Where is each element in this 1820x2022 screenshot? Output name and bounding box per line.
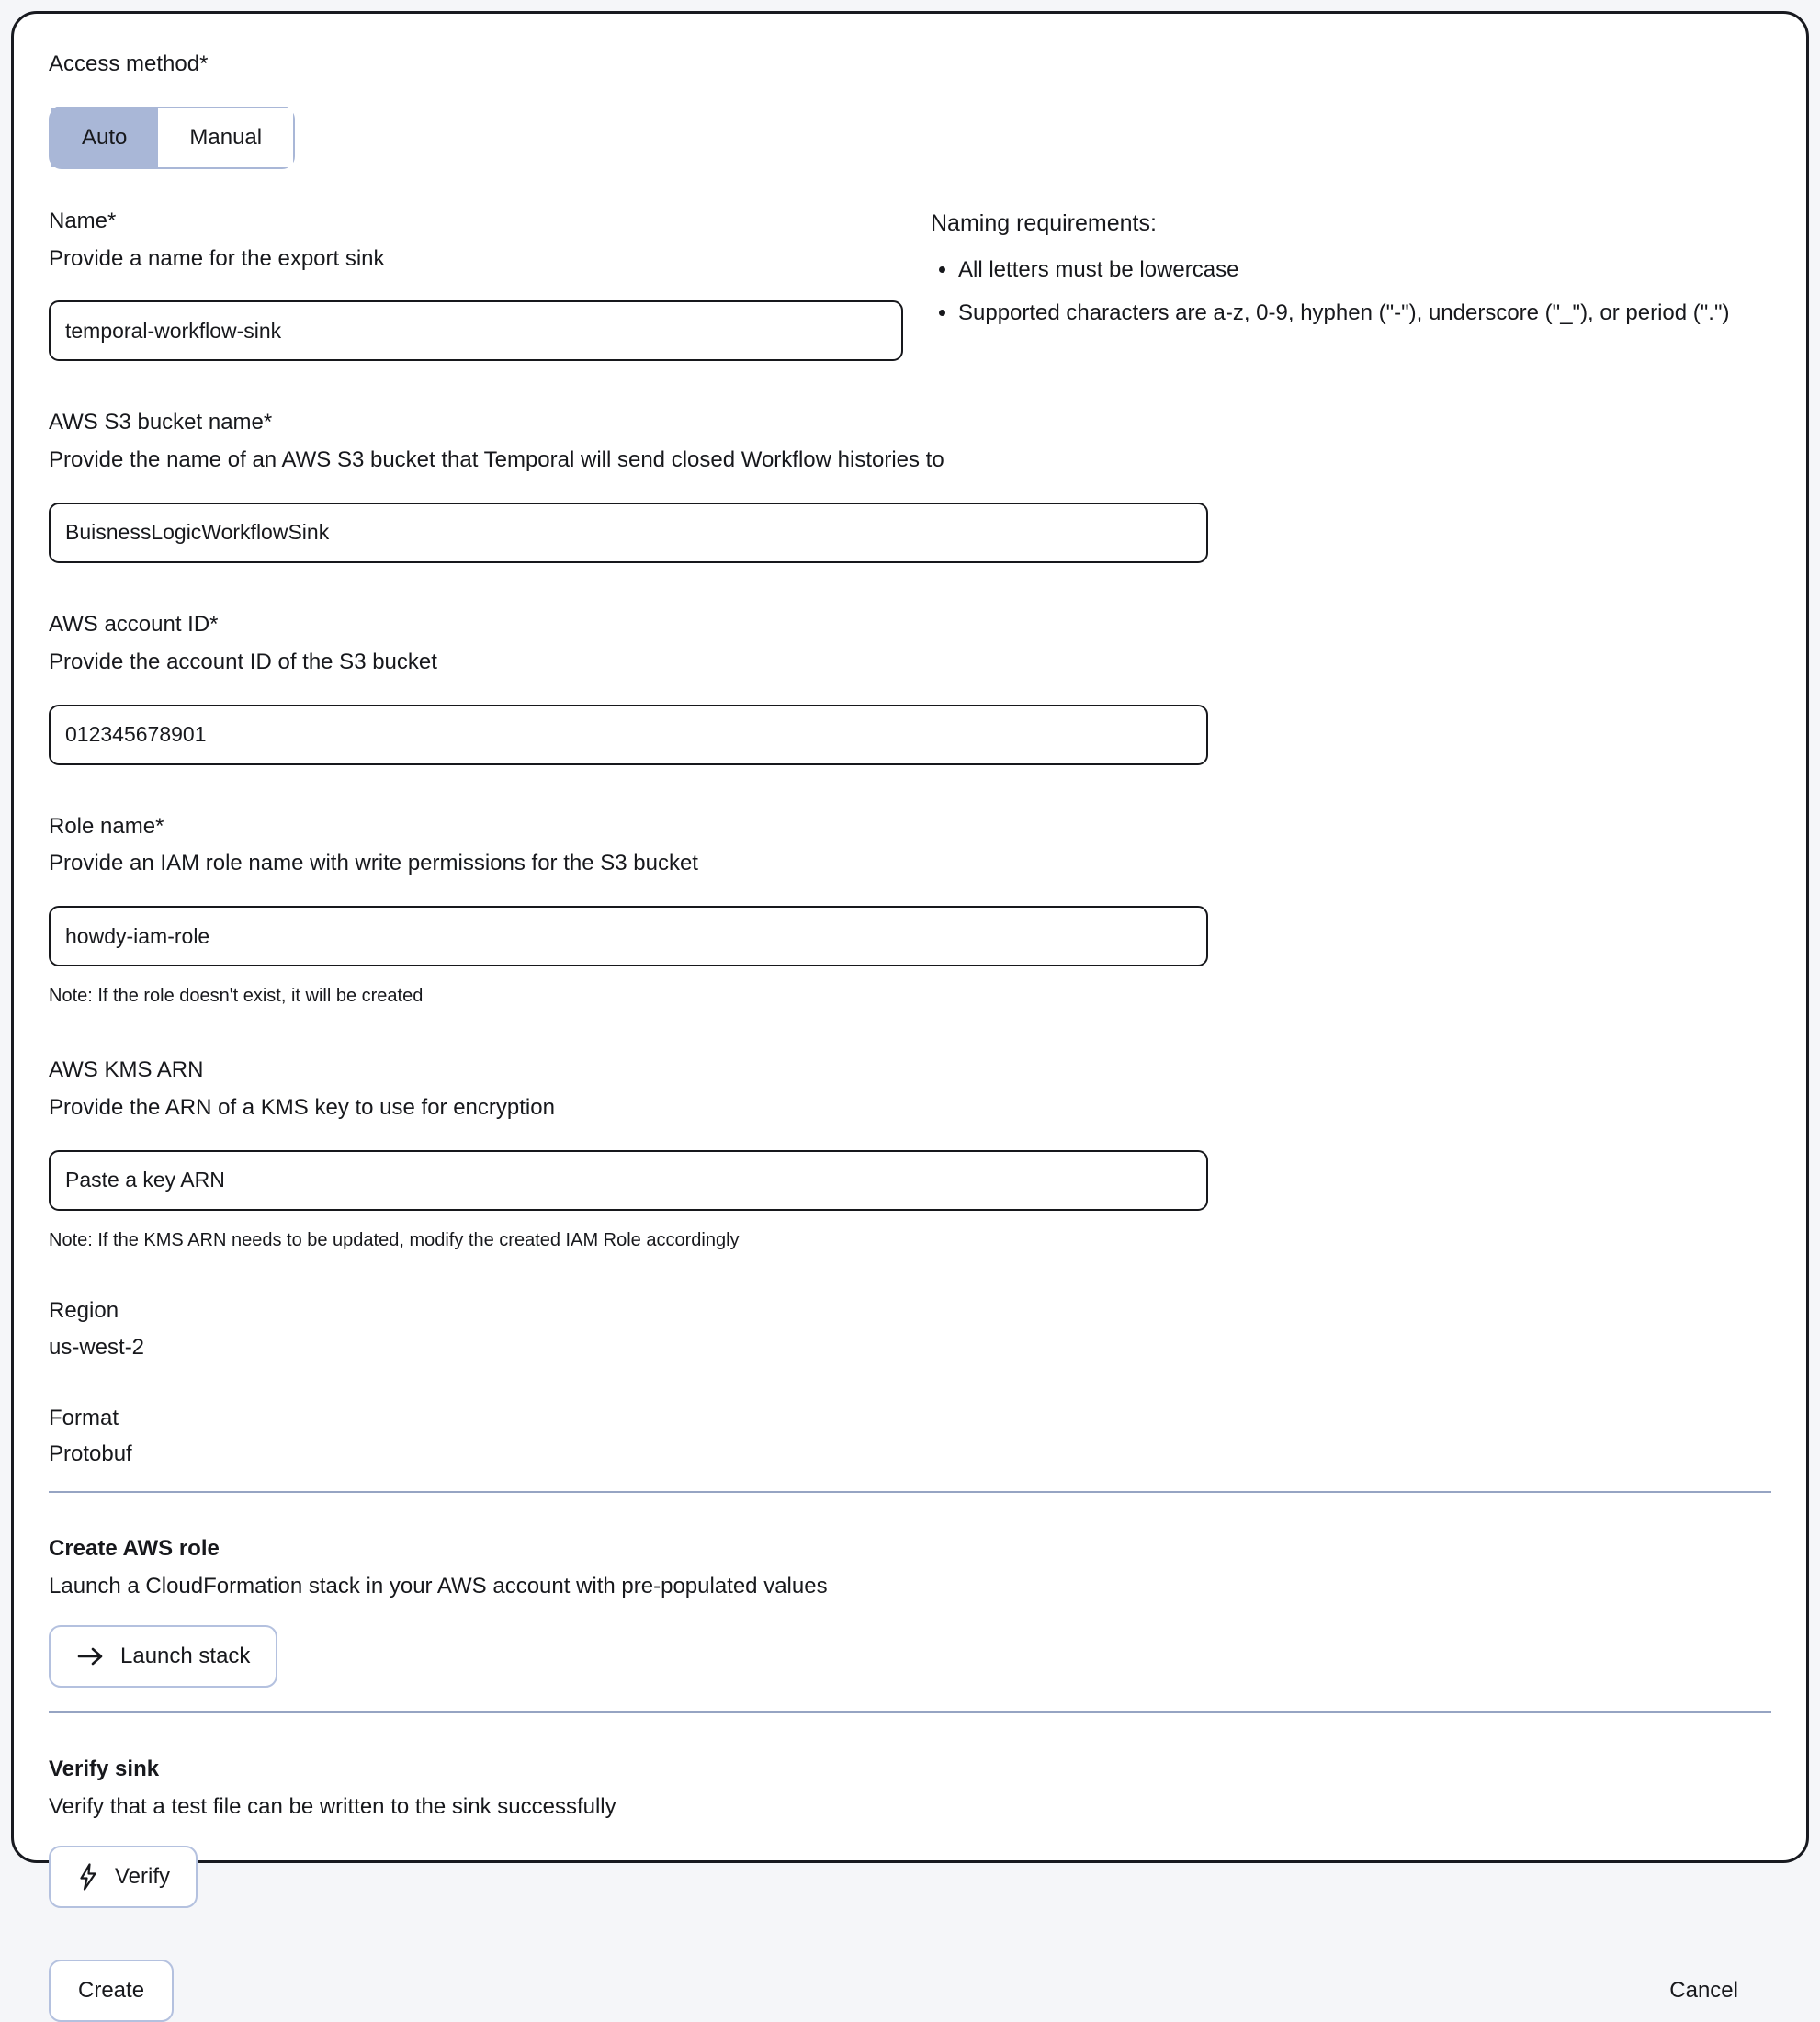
region-value: us-west-2 [49, 1334, 145, 1360]
account-id-label: AWS account ID* [49, 611, 219, 637]
verify-button-label: Verify [115, 1863, 171, 1889]
access-method-option-manual[interactable]: Manual [158, 108, 293, 167]
name-input[interactable] [49, 300, 903, 361]
naming-requirements-list [931, 253, 1771, 330]
role-name-input[interactable] [49, 906, 1208, 966]
create-button[interactable]: Create [49, 1960, 174, 2022]
verify-sink-description: Verify that a test file can be written to the sink successfully [49, 1793, 616, 1819]
access-method-toggle [49, 107, 295, 169]
verify-button[interactable] [49, 1846, 198, 1908]
account-id-description: Provide the account ID of the S3 bucket [49, 649, 437, 674]
role-name-description: Provide an IAM role name with write permissions for the S3 bucket [49, 851, 698, 876]
section-divider [49, 1491, 1771, 1493]
access-method-label: Access method* [49, 51, 209, 76]
bucket-input[interactable] [49, 503, 1208, 563]
arrow-right-icon [76, 1645, 106, 1667]
kms-arn-description: Provide the ARN of a KMS key to use for encryption [49, 1094, 555, 1120]
export-sink-form-card [11, 11, 1809, 2003]
create-aws-role-title: Create AWS role [49, 1536, 220, 1562]
name-label: Name* [49, 208, 117, 233]
cancel-button[interactable]: Cancel [1669, 1977, 1738, 2003]
format-label: Format [49, 1405, 119, 1430]
section-divider [49, 1711, 1771, 1713]
region-label: Region [49, 1297, 119, 1323]
account-id-input[interactable] [49, 705, 1208, 765]
launch-stack-button-label: Launch stack [120, 1643, 251, 1668]
naming-requirement-item: • All letters must be lowercase [958, 253, 1771, 287]
kms-arn-label: AWS KMS ARN [49, 1057, 204, 1083]
access-method-option-auto[interactable]: Auto [51, 108, 158, 167]
launch-stack-button[interactable] [49, 1625, 277, 1688]
lightning-icon [76, 1862, 100, 1892]
role-name-note: Note: If the role doesn't exist, it will be created [49, 986, 424, 1007]
kms-arn-input[interactable] [49, 1150, 1208, 1211]
naming-requirement-item: • Supported characters are a-z, 0-9, hyphen ("-"), underscore ("_"), or period (".") [958, 296, 1771, 330]
bucket-description: Provide the name of an AWS S3 bucket that Temporal will send closed Workflow histories to [49, 447, 944, 473]
kms-arn-note: Note: If the KMS ARN needs to be updated, modify the created IAM Role accordingly [49, 1229, 740, 1250]
role-name-label: Role name* [49, 813, 164, 839]
format-value: Protobuf [49, 1441, 132, 1467]
naming-requirements-title: Naming requirements: [931, 209, 1157, 236]
bucket-label: AWS S3 bucket name* [49, 410, 273, 435]
verify-sink-title: Verify sink [49, 1756, 160, 1781]
name-description: Provide a name for the export sink [49, 245, 385, 271]
create-aws-role-description: Launch a CloudFormation stack in your AWS account with pre-populated values [49, 1574, 828, 1599]
